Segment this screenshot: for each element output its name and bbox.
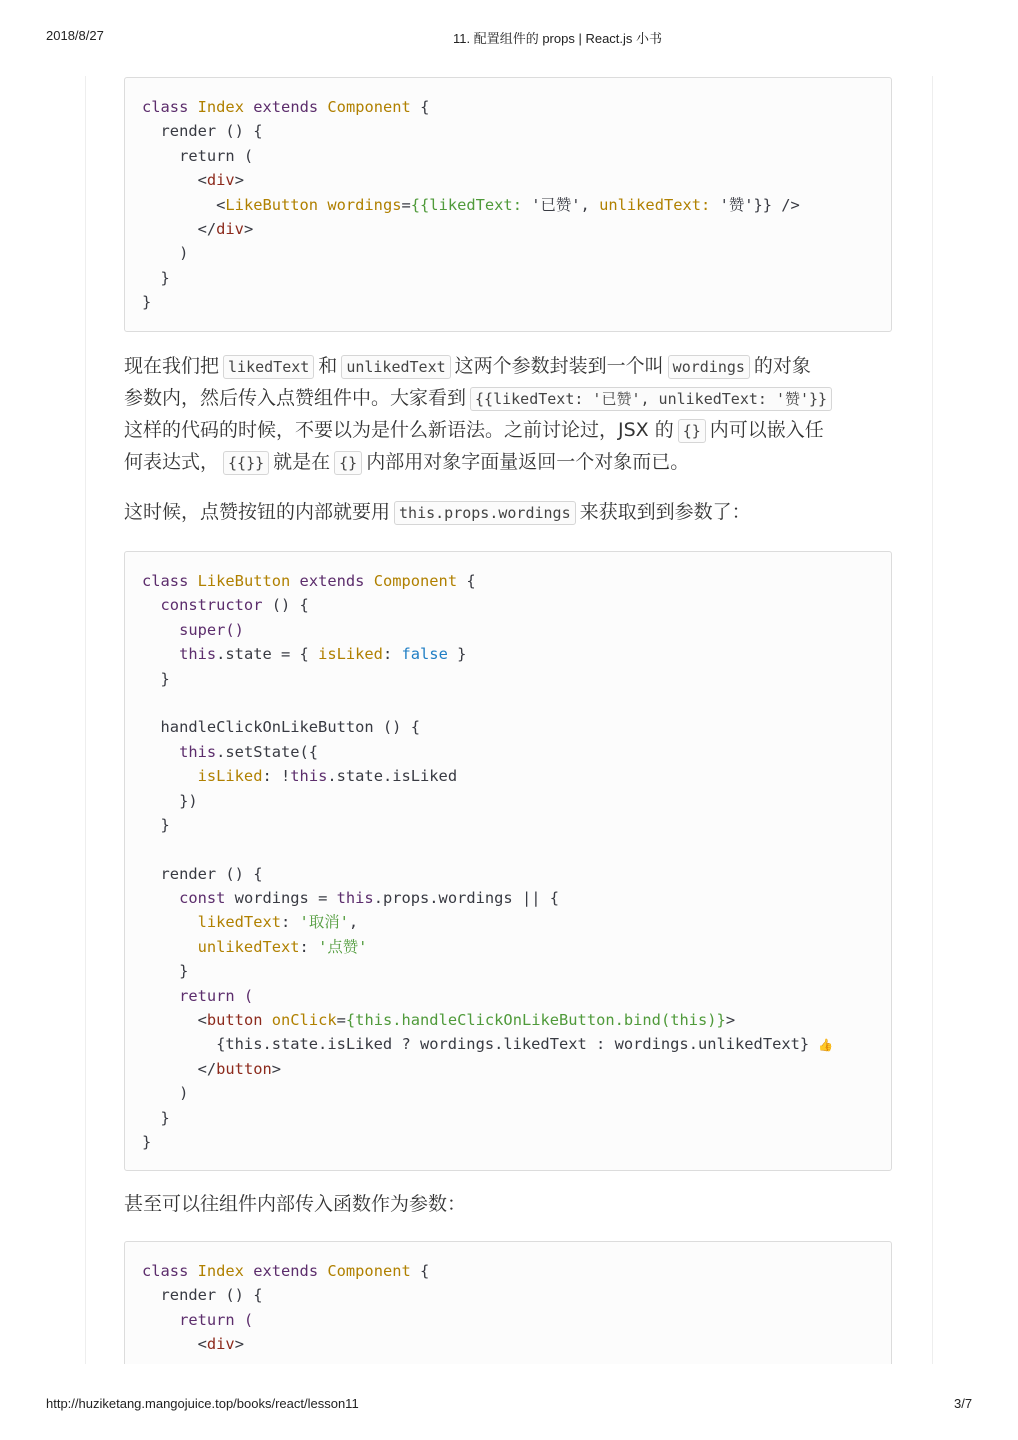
object-key: unlikedText [142,937,300,956]
code-line [142,1032,891,1056]
jsx-attr: onClick [262,1011,337,1030]
keyword: class [142,572,189,590]
inline-code: {{}} [223,451,269,475]
code-line: }) [142,791,198,810]
code-line: } [142,815,170,834]
jsx-attr: wordings [318,195,402,214]
object-key: isLiked [142,767,263,786]
thumbs-up-icon: 👍 [818,1037,834,1052]
code-line [142,1332,891,1356]
text: 就是在 [273,451,331,473]
jsx-expr: {{likedText: [410,195,522,214]
text-line [124,446,904,478]
inline-code: likedText [223,355,314,379]
keyword: class [142,98,189,116]
class-name: LikeButton [188,572,291,590]
keyword: this [142,742,217,761]
code-line [142,217,891,241]
code-text: < [142,195,226,214]
code-text: : [382,645,402,664]
object-key: likedText [142,913,281,932]
code-text: } [447,645,467,664]
footer-page-number: 3/7 [954,1396,973,1411]
code-line [142,642,891,666]
header-date: 2018/8/27 [46,28,104,43]
code-line: return ( [142,1310,254,1329]
header-title: 11. 配置组件的 props | React.js 小书 [453,31,663,46]
code-line: } [142,669,170,688]
inline-code: {{likedText: '已赞', unlikedText: '赞'}} [470,387,832,411]
paragraph-function-props [124,1188,904,1220]
inline-code: {} [334,451,362,475]
string-literal: '取消' [299,913,349,932]
code-line-blank [142,837,891,861]
code-line [142,95,891,119]
code-text: { [410,1262,430,1280]
code-line: render () { [142,122,263,141]
keyword: class [142,1262,189,1280]
code-line: ) [142,244,189,263]
text: 参数内，然后传入点赞组件中。大家看到 [124,387,467,409]
code-line [142,910,891,934]
code-block-likebutton [124,551,892,1171]
code-line: } [142,268,170,287]
code-text: () { [262,596,309,615]
code-line: return ( [142,986,254,1005]
keyword: this [336,889,374,908]
jsx-tag: button [216,1059,272,1078]
jsx-attr: unlikedText: [599,195,711,214]
code-text: .state = { [216,645,319,664]
keyword: const [142,889,226,908]
code-text: {this.state.isLiked ? wordings.likedText : wordings.unlikedText} [142,1035,819,1054]
code-line [142,593,891,617]
code-line: ) [142,1084,189,1103]
class-name: Component [318,1262,411,1280]
code-text: : [299,937,319,956]
keyword: this [142,645,217,664]
text: 这时候，点赞按钮的内部就要用 [124,501,391,523]
code-text: .props.wordings || { [373,889,560,908]
page-border-left [85,76,86,1364]
text: 和 [318,355,338,377]
code-text: .state.isLiked [327,767,458,786]
class-name: Index [188,1262,244,1280]
code-line: render () { [142,864,263,883]
code-line [142,168,891,192]
footer-url: http://huziketang.mangojuice.top/books/react/lesson11 [46,1396,359,1411]
code-text: '已赞', [521,195,600,214]
jsx-expr: {this.handleClickOnLikeButton.bind(this)} [345,1011,726,1030]
code-line: super() [142,620,244,639]
class-name: Component [327,98,411,116]
code-text: wordings = [225,889,337,908]
code-text: .setState({ [216,742,319,761]
inline-code: wordings [668,355,750,379]
code-line [142,1008,891,1032]
jsx-tag: div [216,219,244,238]
keyword: constructor [142,596,263,615]
code-line: handleClickOnLikeButton () { [142,718,420,737]
code-line [142,193,891,217]
page-border-right [932,76,933,1364]
code-text: { [457,572,476,590]
code-line [142,764,891,788]
string-literal: '点赞' [318,937,368,956]
class-name: Component [364,572,458,590]
code-text: > [271,1059,282,1078]
text-line [124,414,904,446]
literal: false [401,645,448,664]
text-line [124,350,904,382]
code-line: } [142,293,152,312]
code-text: = [336,1011,346,1030]
code-line-blank [142,691,891,715]
code-text: < [142,1011,207,1030]
code-line: return ( [142,146,254,165]
code-text: > [234,1335,244,1354]
code-line [142,1057,891,1081]
code-text: < [142,171,207,190]
code-text: , [348,913,359,932]
text: 内可以嵌入任 [709,419,824,441]
text-line [124,496,904,528]
code-line [142,569,891,593]
jsx-tag: div [206,171,235,190]
code-text: : ! [262,767,291,786]
code-line: render () { [142,1286,263,1305]
text: 的对象 [753,355,811,377]
text: 这两个参数封装到一个叫 [454,355,664,377]
code-block-index-partial [124,1241,892,1364]
code-text: > [243,219,254,238]
inline-code: this.props.wordings [394,501,576,525]
keyword: extends [253,98,319,116]
paragraph-wordings [124,350,904,478]
inline-code: unlikedText [341,355,450,379]
inline-code: {} [678,419,706,443]
code-text: < [142,1335,207,1354]
code-line [142,740,891,764]
paragraph-props-wordings [124,496,904,528]
code-line [142,1259,891,1283]
text: 来获取到到参数了： [579,501,751,523]
keyword: this [290,767,328,786]
jsx-tag: button [206,1011,263,1030]
text: 何表达式， [124,451,220,473]
keyword: extends [243,1262,319,1280]
code-text: > [234,171,244,190]
code-line: } [142,962,189,981]
code-block-index [124,77,892,332]
code-line: } [142,1132,152,1151]
code-text: </ [142,219,217,238]
code-text: = [401,195,411,214]
code-line [142,886,891,910]
text: 现在我们把 [124,355,220,377]
code-text: </ [142,1059,217,1078]
code-text: { [410,98,430,116]
jsx-tag: LikeButton [225,195,319,214]
keyword: extends [290,572,365,590]
object-key: isLiked [318,645,383,664]
text: 内部用对象字面量返回一个对象而已。 [366,451,690,473]
code-text: > [725,1011,736,1030]
code-text: : [281,913,300,932]
jsx-tag: div [206,1335,235,1354]
class-name: Index [197,98,244,116]
text: 这样的代码的时候，不要以为是什么新语法。之前讨论过，JSX 的 [124,419,674,441]
text-line [124,1188,904,1220]
code-text: '赞'}} /> [710,195,800,214]
text: 甚至可以往组件内部传入函数作为参数： [124,1193,467,1215]
code-line [142,935,891,959]
text-line [124,382,904,414]
code-line: } [142,1108,170,1127]
